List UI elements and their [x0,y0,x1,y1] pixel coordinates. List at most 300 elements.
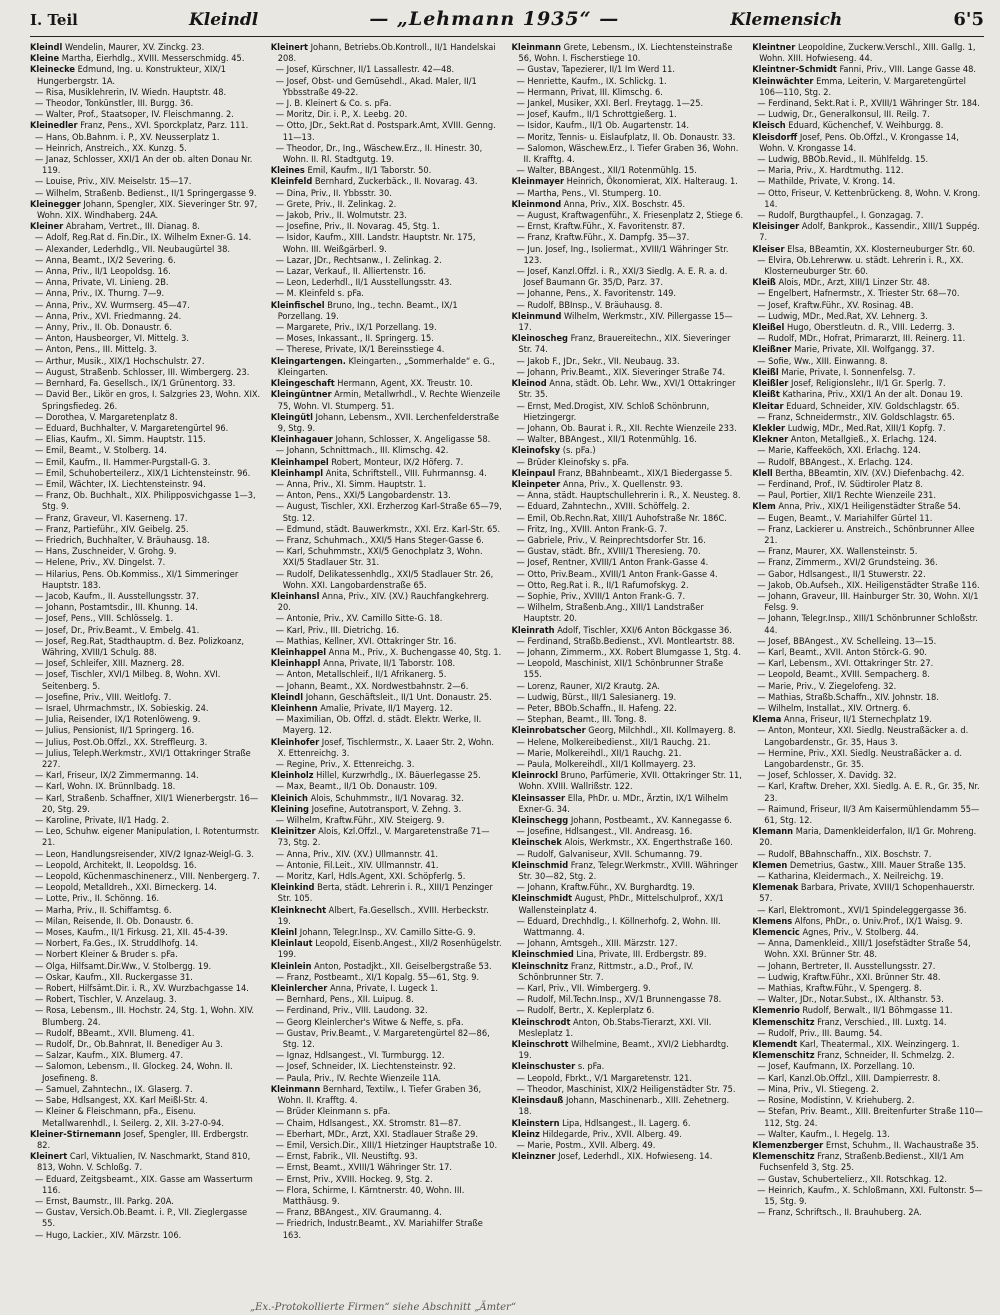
entry-details: — Anny, Priv., II. Ob. Donaustr. 6. [35,322,173,334]
directory-entry [752,154,984,165]
entry-details: — Moritz, Dir. i. P., X. Leebg. 20. [275,109,408,121]
entry-details: Hugo, Oberstleutn. d. R., VIII. Lederrg. 3. [786,322,955,334]
directory-entry [271,1028,503,1050]
directory-entry [30,557,262,568]
directory-entry [271,255,503,266]
right-guide-word: Klemensich [730,10,843,30]
directory-entry [271,501,503,523]
directory-entry [30,244,262,255]
entry-details: — Wilhelm, Straßenb.Ang., XIII/1 Landstraßer Hauptstr. 20. [516,602,704,625]
directory-entry [271,266,503,277]
directory-entry [271,445,503,456]
entry-details: — Karl, Priv., VII. Wimbergerg. 9. [516,983,651,995]
entry-surname: Klekner [752,434,789,446]
directory-entry [752,972,984,983]
directory-entry [752,938,984,960]
entry-details: — Hugo, Lackier., XIV. Märzstr. 106. [35,1229,182,1241]
directory-entry [752,1039,984,1050]
entry-surname: Klemencic [752,927,800,939]
entry-details: Anna, Private, II/1 Taborstr. 108. [323,658,456,670]
entry-details: — Ludwig, Dr., Generalkonsul, III. Reilg. 7. [757,109,930,121]
column-3 [512,42,744,1297]
entry-details: — Karl, Friseur, IX/2 Zimmermanng. 14. [35,770,199,782]
directory-entry [271,288,503,299]
directory-entry [271,625,503,636]
entry-details: — Regine, Priv., X. Ettenreichg. 3. [275,759,415,770]
directory-entry [30,322,262,333]
entry-details: — Franz, Graveur, VI. Kaserneng. 17. [35,512,188,524]
entry-details: Leopold, Eisenb.Angest., XII/2 Rosenhügelstr. 199. [277,938,502,961]
directory-entry [271,300,503,322]
directory-entry [752,423,984,434]
directory-entry [512,300,744,311]
entry-details: Grete, Lebensm., IX. Liechtensteinstraße 56, Wohn. I. Fischerstiege 10. [518,42,733,65]
directory-entry [752,288,984,299]
entry-details: — Otto, Friseur, V. Kettenbrückeng. 8, Wohn. V. Krong. 14. [757,187,981,210]
entry-details: Franz, Verschied., III. Luxtg. 14. [817,1016,947,1028]
directory-entry [752,994,984,1005]
directory-entry [271,389,503,411]
entry-details: — Paula, Molkereihdl., XII/1 Kollmayerg. 23. [516,759,696,770]
directory-entry [752,412,984,423]
entry-details: — Johann, Priv.Beamt., XIX. Sieveringer Straße 74. [516,366,726,378]
entry-details: Hermann, Agent, XX. Treustr. 10. [337,378,473,390]
directory-entry [752,300,984,311]
directory-entry [752,367,984,378]
entry-details: — Kleiner & Fleischmann, pFa., Eisenu. Metallwarenhdl., I. Seilerg. 2, XII. 3-27-0-94. [35,1106,224,1129]
entry-details: — Marie, Molkereihdl., XII/1 Rauchg. 21. [516,747,682,759]
entry-details: — Emil, Wächter, IX. Liechtensteinstr. 94. [35,478,206,490]
entry-details: — Maximilian, Ob. Offzl. d. städt. Elektr. Werke, II. Mayerg. 12. [275,714,482,737]
directory-entry [752,871,984,882]
entry-details: Armin, Metallwrhdl., V. Rechte Wienzeile 75, Wohn. VI. Stumperg. 51. [277,389,501,412]
directory-entry [512,76,744,87]
directory-entry [512,479,744,490]
entry-details: — Oskar, Kaufm., XII. Ruckergasse 31. [35,971,193,983]
directory-entry [271,781,503,792]
entry-surname: Kleinschnitz [511,960,569,972]
entry-details: — Rudolf, MDr., Hofrat, Primararzt, III. Reinerg. 11. [757,333,966,345]
entry-details: — Marie, Kaffeeköch, XXI. Erlachg. 124. [757,445,921,457]
entry-details: — Karl, Wohn. IX. Brünnlbadg. 18. [35,781,176,793]
directory-entry [752,401,984,412]
entry-details: — Georg Kleinlercher's Witwe & Neffe, s. pFa. [275,1016,464,1028]
directory-entry [271,199,503,210]
directory-entry [512,120,744,131]
entry-details: — Rudolf, Mil.Techn.Insp., XV/1 Brunnengasse 78. [516,994,722,1006]
entry-details: — Elias, Kaufm., XI. Simm. Hauptstr. 115. [35,434,206,446]
entry-details: Eduard, Küchenchef, V. Weihburgg. 8. [788,120,944,132]
directory-entry [271,468,503,479]
directory-entry [752,457,984,468]
entry-details: Heinrich, Ökonomierat, XIX. Halteraug. 1. [566,176,738,188]
entry-surname: Klemenzberger [752,1139,824,1151]
directory-entry [512,793,744,815]
directory-entry [30,1106,262,1128]
directory-entry [271,210,503,221]
directory-entry [512,860,744,882]
directory-entry [752,188,984,210]
column-4 [752,42,984,1297]
entry-details: — Moritz, Karl, Hdls.Agent, XXI. Schöpferlg. 5. [275,871,466,883]
entry-surname: Kleinschmied [511,949,574,961]
entry-details: — Emil, Ob.Rechn.Rat, XIII/1 Auhofstraße Nr. 186C. [516,512,727,524]
entry-details: — Julius, Pensionist, II/1 Springerg. 16. [35,725,195,737]
directory-entry [30,569,262,591]
entry-details: Robert, Monteur, IX/2 Höferg. 7. [331,456,464,468]
entry-details: Anna, Priv., X. Quellenstr. 93. [562,478,684,490]
directory-entry [30,300,262,311]
entry-surname: Klekler [752,422,786,434]
entry-details: — Dorothea, V. Margaretenplatz 8. [35,411,178,423]
directory-entry [271,1162,503,1173]
entry-details: — Ernst, Kraftw.Führ., X. Favoritenstr. 87. [516,221,686,233]
directory-entry [271,1185,503,1207]
directory-entry [512,501,744,512]
directory-entry [271,927,503,938]
entry-details: — Janaz, Schlosser, XXI/1 An der ob. alten Donau Nr. 119. [35,154,253,177]
directory-entry [512,983,744,994]
directory-entry [752,905,984,916]
directory-entry [512,288,744,299]
entry-surname: Kleingeschaft [270,378,335,390]
directory-entry [271,972,503,983]
entry-details: Johann, Maschinenarb., XIII. Zehetnerg. 18. [518,1095,730,1118]
directory-entry [30,815,262,826]
directory-entry [752,669,984,680]
entry-surname: Kleinkind [270,882,315,894]
entry-details: — Salomon, Lebensm., II. Glockeg. 24, Wohn. II. Josefineng. 8. [35,1061,233,1084]
directory-entry [271,1174,503,1185]
directory-entry [271,815,503,826]
directory-entry [512,176,744,187]
entry-details: — Olga, Hilfsamt.Dir.Ww., V. Stolbergg. 19. [35,960,212,972]
entry-details: — Bernhard, Pens., XII. Luipug. 8. [275,994,414,1006]
directory-entry [271,535,503,546]
part-label: I. Teil [30,11,78,29]
directory-entry [271,1017,503,1028]
directory-entry [271,76,503,98]
entry-details: Adolf, Bankprok., Kassendir., XIII/1 Suppég. 7. [759,221,980,244]
entry-details: — Helene, Priv., XV. Dingelst. 7. [35,557,166,569]
column-2 [271,42,503,1297]
entry-details: — Ignaz, Hdlsangest., VI. Turmburgg. 12. [275,1050,445,1062]
directory-entry [30,356,262,367]
directory-entry [752,445,984,456]
entry-surname: Kleinzner [511,1151,556,1163]
directory-entry [752,389,984,400]
entry-details: Demetrius, Gastw., XIII. Mauer Straße 135. [789,859,966,871]
directory-entry [512,591,744,602]
entry-details: — Josef, Kraftw.Führ., XV. Rosinag. 4B. [757,299,914,311]
entry-details: Josef, Spengler, III. Erdbergstr. 82. [37,1128,249,1151]
entry-details: Karl, Theatermal., XIX. Weinzingerg. 1. [799,1039,960,1051]
entry-surname: Kleintner-Schmidt [752,64,837,76]
directory-entry [512,1095,744,1117]
directory-entry [271,636,503,647]
directory-entry [752,176,984,187]
entry-details: — Rudolf, Galvaniseur, XVII. Schumanng. 79. [516,848,703,860]
directory-entry [30,1028,262,1039]
entry-details: — Hans, Zuschneider, V. Grohg. 9. [35,546,177,558]
entry-surname: Kleinich [270,792,308,804]
entry-details: Franz, Straßenb.Bedienst., XII/1 Am Fuchsenfeld 3, Stg. 25. [759,1151,964,1174]
directory-entry [752,322,984,333]
entry-details: — Johann, Ob. Baurat i. R., XII. Rechte Wienzeile 233. [516,422,737,434]
directory-entry [752,98,984,109]
entry-details: Franz, Schneider, II. Schmelzg. 2. [817,1050,955,1062]
directory-entry [30,692,262,703]
entry-details: — Lazar, Verkauf., II. Alliertenstr. 16. [275,266,427,278]
directory-entry [30,1005,262,1027]
entry-details: Ludwig, MDr., Med.Rat, XIII/1 Kopfg. 7. [787,422,946,434]
directory-entry [271,1129,503,1140]
directory-entry [752,591,984,613]
directory-entry [30,87,262,98]
directory-entry [30,860,262,871]
directory-entry [512,658,744,680]
entry-details: Fanni, Priv., VIII. Lange Gasse 48. [839,64,977,76]
directory-entry [752,513,984,524]
directory-entry [512,837,744,848]
directory-entry [30,994,262,1005]
entry-details: — Eduard, Zeitgsbeamt., XIX. Gasse am Wasserturm 116. [35,1173,253,1196]
directory-entry [30,938,262,949]
directory-entry [512,524,744,535]
directory-entry [30,1084,262,1095]
entry-details: — Josef, Schleifer, XIII. Maznerg. 28. [35,658,185,670]
directory-entry [30,64,262,86]
entry-details: — Helene, Molkereibedienst., XII/1 Rauchg. 21. [516,736,711,748]
directory-entry [30,793,262,815]
directory-entry [752,849,984,860]
entry-details: — Mathias, Kellner, XVI. Ottakringer Str. 16. [275,635,457,647]
directory-entry [30,1050,262,1061]
directory-entry [271,849,503,860]
entry-details: Johann, Geschäftsleit., II/1 Unt. Donaustr. 25. [305,691,492,703]
directory-entry [271,658,503,669]
entry-details: — Margarete, Priv., IX/1 Porzellang. 19. [275,322,437,334]
entry-details: — Karoline, Private, II/1 Hadg. 2. [35,815,170,827]
entry-details: — Heinrich, Kaufm., X. Schloßmann, XXI. Fultonstr. 5—15, Stg. 9. [757,1184,983,1207]
entry-details: — Ludwig, Bürst., III/1 Salesianerg. 19. [516,691,677,703]
directory-entry [512,770,744,792]
directory-entry [752,681,984,692]
entry-details: — Rudolf, BBeamt., XVII. Blumeng. 41. [35,1027,195,1039]
page-footer-note: „Ex.-Protokollierte Firmen“ siehe Abschnitt „Ämter“ [250,1302,516,1313]
directory-entry [30,176,262,187]
entry-details: — Ernst, Beamt., XVIII/1 Währinger Str. 17. [275,1162,453,1174]
directory-entry [271,42,503,64]
directory-entry [30,98,262,109]
entry-surname: Kleißler [752,378,789,390]
directory-entry [512,535,744,546]
directory-entry [512,826,744,837]
directory-entry [512,916,744,938]
directory-entry [752,1106,984,1128]
entry-details: — Julius, Post.Ob.Offzl., XX. Streffleurg. 3. [35,736,208,748]
directory-entry [752,378,984,389]
directory-entry [271,1207,503,1218]
directory-entry [30,871,262,882]
directory-entry [271,714,503,736]
entry-details: — Leopold, Metalldreh., XXI. Birneckerg. 14. [35,882,217,894]
directory-entry [271,591,503,613]
directory-entry [271,737,503,759]
directory-entry [30,344,262,355]
entry-details: — Eduard, Drechhdlg., I. Köllnerhofg. 2, Wohn. III. Wattmanng. 4. [516,915,721,939]
directory-entry [512,681,744,692]
directory-entry [271,232,503,254]
entry-details: — Josef, Kaufmann, IX. Porzellang. 10. [757,1061,915,1073]
directory-entry [752,333,984,344]
entry-details: — Fritz, Ing., XVIII. Anton Frank-G. 7. [516,523,668,535]
entry-details: — Jacob, Kaufm., II. Ausstellungsstr. 37. [35,590,199,602]
entry-details: Leopoldine, Zuckerw.Verschl., XIII. Gallg. 1, Wohn. XIII. Hofwieseng. 44. [759,42,976,65]
entry-surname: Klemens [752,915,793,927]
directory-entry [512,569,744,580]
entry-surname: Kleine [30,53,60,65]
entry-details: — Eduard, Zahntechn., XVIII. Schöffelg. 2. [516,501,690,513]
entry-details: — Walter, JDr., Notar.Subst., IX. Althanstr. 53. [757,994,944,1006]
entry-details: — Johann, Telegr.Insp., XIII/1 Schönbrunner Schloßstr. 44. [757,613,978,636]
directory-entry [30,1039,262,1050]
entry-details: — Walter, Prof., Staatsoper, IV. Fleischmanng. 2. [35,109,234,121]
directory-entry [512,109,744,120]
entry-details: — Josef, Schlosser, X. Davidg. 32. [757,770,897,782]
entry-surname: Kleinschrott [511,1039,569,1051]
entry-details: Bruno, Ing., techn. Beamt., IX/1 Porzellang. 19. [277,299,458,322]
entry-details: — Therese, Private, IX/1 Bereinsstiege 4. [275,344,445,356]
entry-details: Alois, Kzl.Offzl., V. Margaretenstraße 71—73, Stg. 2. [277,826,490,849]
directory-entry [752,748,984,770]
entry-details: — Salzar, Kaufm., XIX. Blumerg. 47. [35,1050,184,1062]
entry-details: — Anton, Pens., III. Mittelg. 3. [35,344,157,356]
directory-entry [512,714,744,725]
directory-entry [30,1207,262,1229]
directory-entry [30,546,262,557]
entry-details: — Rudolf, Bertr., X. Keplerplatz 6. [516,1005,655,1017]
entry-details: Hillel, Kurzwrhdlg., IX. Bäuerlegasse 25. [316,770,481,782]
entry-details: Bertha, BBeamtin, XIV. (XV.) Diefenbachg. 42. [775,467,965,479]
directory-entry [30,602,262,613]
directory-entry [512,994,744,1005]
entry-details: — Johann, Postamtsdir., III. Khunng. 14. [35,602,198,614]
entry-surname: Kleinhenn [270,702,318,714]
entry-details: — Johann, Bertreter, II. Ausstellungsstr. 27. [757,960,936,972]
directory-entry [512,98,744,109]
entry-details: — Gustav, Schubertelierz., XII. Rotschkag. 12. [757,1173,947,1185]
entry-details: — Anton, Hausbeorger, VI. Mittelg. 3. [35,333,190,345]
directory-entry [752,1151,984,1173]
directory-entry [271,793,503,804]
directory-entry [752,344,984,355]
entry-surname: Kleinmond [511,198,562,210]
directory-entry [752,1061,984,1072]
entry-details: — Milan, Reisende, II. Ob. Donaustr. 6. [35,915,194,927]
entry-surname: Klemenschitz [752,1151,815,1163]
directory-entry [752,647,984,658]
entry-details: — Marie, Priv., V. Ziegelofeng. 32. [757,680,897,692]
directory-entry [30,288,262,299]
directory-entry [271,64,503,75]
entry-details: Bruno, Parfümerie, XVII. Ottakringer Str. 11, Wohn. XVIII. Wallrißstr. 122. [518,770,742,793]
entry-details: — Leopold, Maschinist, XII/1 Schönbrunner Straße 155. [516,658,724,681]
directory-entry [271,333,503,344]
entry-details: — Josefine, Priv., II. Novarag. 45, Stg. 1. [275,221,440,233]
entry-surname: Kleißl [752,366,779,378]
entry-details: Franz, Pens., XVI. Sporckplatz, Parz. 111. [80,120,249,132]
directory-entry [752,1050,984,1061]
directory-entry [30,983,262,994]
entry-details: — Ferdinand, Priv., VIII. Laudong. 32. [275,1005,428,1017]
directory-entry [271,277,503,288]
entry-details: — Samuel, Zahntechn., IX. Glaserg. 7. [35,1083,193,1095]
entry-surname: Kleisch [752,120,786,132]
directory-entry [271,1073,503,1084]
entry-details: — Lorenz, Rauner, XI/2 Krautg. 2A. [516,680,660,692]
entry-details: — Emil, Versich.Dir., XIII/1 Hietzinger Hauptstraße 10. [275,1139,498,1151]
entry-details: — Rudolf, Burgthaupfel., I. Gonzagag. 7. [757,210,924,222]
entry-surname: Klell [752,467,773,479]
directory-entry [752,42,984,64]
entry-details: Johann, Telegr.Insp., XV. Camillo Sitte-G. 9. [299,927,476,939]
directory-entry [752,1174,984,1185]
entry-details: — M. Kleinfeld s. pFa. [275,288,364,300]
directory-entry [30,1174,262,1196]
directory-entry [752,770,984,781]
entry-details: — Heinrich, Anstreich., XX. Kunzg. 5. [35,142,187,154]
entry-surname: Kleinecke [30,64,75,76]
directory-entry [752,804,984,826]
entry-details: Anna, städt. Ob. Lehr. Ww., XVI/1 Ottakringer Str. 35. [518,378,736,401]
directory-entry [512,949,744,960]
directory-entry [30,367,262,378]
entry-details: — Theodor, Dr., Ing., Wäschew.Erz., II. Hinestr. 30, Wohn. II. Rl. Stadtgutg. 19. [275,142,483,166]
directory-entry [271,905,503,927]
entry-details: — Raimund, Friseur, II/3 Am Kaisermühlendamm 55—61, Stg. 12. [757,803,980,827]
entry-details: — August, Straßenb. Schlosser, III. Wimbergerg. 23. [35,366,250,378]
entry-details: Wilhelm, Werkmstr., XIV. Pillergasse 15—17. [518,310,733,334]
entry-details: — Norbert Kleiner & Bruder s. pFa. [35,949,178,961]
entry-details: — Ernst, Fabrik., VII. Neustiftg. 93. [275,1151,418,1163]
directory-entry [512,938,744,949]
directory-entry [752,434,984,445]
directory-entry [512,1151,744,1162]
entry-details: Marie, Private, I. Sonnenfelsg. 7. [781,366,916,378]
entry-surname: Kleinofsky [511,445,561,457]
entry-surname: Kleinrockl [511,770,559,782]
entry-surname: Klemendt [752,1039,798,1051]
entry-surname: Kleinschek [511,837,562,849]
entry-details: Josef, Tischlermstr., X. Laaer Str. 2, Wohn. X. Ettenreichg. 3. [277,736,494,759]
directory-entry [30,849,262,860]
entry-surname: Klema [752,714,782,726]
entry-details: Agnes, Priv., V. Stolberg. 44. [802,927,919,939]
directory-entry [30,434,262,445]
directory-entry [30,636,262,658]
directory-entry [512,468,744,479]
directory-entry [271,569,503,591]
entry-details: — Marie, Postm., XVII. Alberg. 49. [516,1139,656,1151]
entry-details: — Rudolf, Priv., III. Baumg. 54. [757,1027,883,1039]
entry-details: — Ernst, Med.Drogist, XIV. Schloß Schönbrunn, Hietzingergr. [516,400,710,423]
directory-entry [512,849,744,860]
directory-entry [30,591,262,602]
entry-details: — Gustav, Versich.Ob.Beamt. i. P., VII. Zieglergasse 55. [35,1207,248,1230]
directory-entry [512,893,744,915]
entry-details: — Anna, Damenkleid., XIII/1 Josefstädter Straße 54, Wohn. XXI. Brünner Str. 48. [757,938,971,961]
